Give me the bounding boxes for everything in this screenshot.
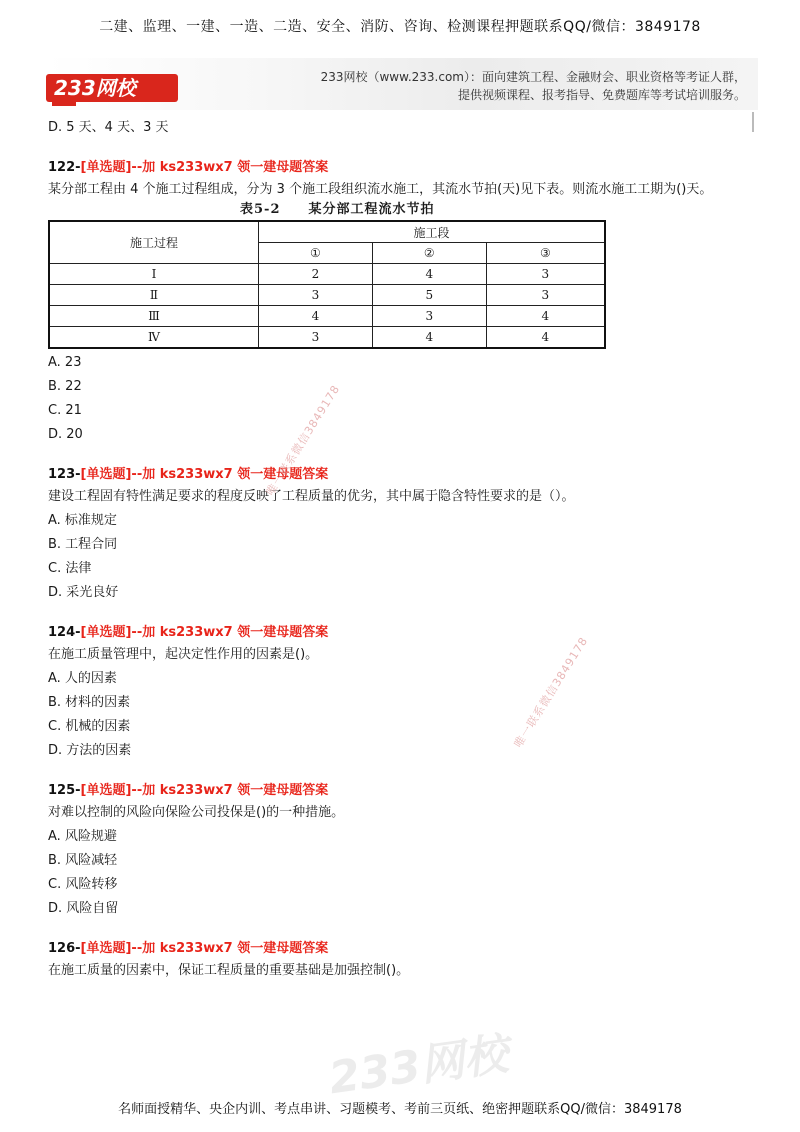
question-stem: 某分部工程由 4 个施工过程组成，分为 3 个施工段组织流水施工，其流水节拍(天)见下表。则流水施工工期为()天。 xyxy=(48,182,713,197)
brand-logo: 233网校 xyxy=(46,74,178,102)
table-row: Ⅲ 4 3 4 xyxy=(49,306,605,327)
option-d: D. 方法的因素 xyxy=(48,743,132,758)
question-stem: 建设工程固有特性满足要求的程度反映了工程质量的优劣，其中属于隐含特性要求的是（）。 xyxy=(48,489,575,504)
question-tag: [单选题]--加 ks233wx7 领一建母题答案 xyxy=(80,941,329,956)
watermark-text: 唯一联系微信3849178 xyxy=(511,634,591,750)
question-122 xyxy=(48,158,760,447)
option-c: C. 机械的因素 xyxy=(48,719,131,734)
option-c: C. 21 xyxy=(48,403,82,418)
question-125 xyxy=(48,781,760,921)
question-list xyxy=(48,116,760,983)
option-b: B. 22 xyxy=(48,379,82,394)
question-tag: [单选题]--加 ks233wx7 领一建母题答案 xyxy=(80,625,329,640)
table-row: Ⅳ 3 4 4 xyxy=(49,327,605,349)
option-c: C. 风险转移 xyxy=(48,877,118,892)
question-stem: 对难以控制的风险向保险公司投保是()的一种措施。 xyxy=(48,805,345,820)
table-segment-1: ① xyxy=(259,243,373,264)
question-title: 124-[单选题]--加 ks233wx7 领一建母题答案 xyxy=(48,625,329,640)
question-title: 126-[单选题]--加 ks233wx7 领一建母题答案 xyxy=(48,941,329,956)
option-d: D. 20 xyxy=(48,427,83,442)
page-header xyxy=(46,58,758,110)
watermark-logo: 233网校 xyxy=(325,1028,512,1105)
question-stem: 在施工质量的因素中，保证工程质量的重要基础是加强控制()。 xyxy=(48,963,410,978)
option-b: B. 工程合同 xyxy=(48,537,118,552)
question-tag: [单选题]--加 ks233wx7 领一建母题答案 xyxy=(80,160,329,175)
question-126 xyxy=(48,939,760,983)
option-b: B. 风险减轻 xyxy=(48,853,118,868)
option-a: A. 标准规定 xyxy=(48,513,117,528)
option-c: C. 法律 xyxy=(48,561,92,576)
question-123 xyxy=(48,465,760,605)
option-a: A. 人的因素 xyxy=(48,671,117,686)
question-tag: [单选题]--加 ks233wx7 领一建母题答案 xyxy=(80,467,329,482)
header-line-1: 233网校（www.233.com）：面向建筑工程、金融财会、职业资格等考证人群， xyxy=(320,70,746,84)
option-b: B. 材料的因素 xyxy=(48,695,131,710)
question-title: 123-[单选题]--加 ks233wx7 领一建母题答案 xyxy=(48,467,329,482)
option-a: A. 23 xyxy=(48,355,82,370)
question-124 xyxy=(48,623,760,763)
table-row: Ⅰ 2 4 3 xyxy=(49,264,605,285)
table-header-segment: 施工段 xyxy=(259,221,606,243)
question-stem: 在施工质量管理中，起决定性作用的因素是()。 xyxy=(48,647,319,662)
table-header-process: 施工过程 xyxy=(49,221,259,264)
table-segment-3: ③ xyxy=(486,243,605,264)
table-row: Ⅱ 3 5 3 xyxy=(49,285,605,306)
option-d: D. 采光良好 xyxy=(48,585,119,600)
page-footer: 名师面授精华、央企内训、考点串讲、习题模考、考前三页纸、绝密押题联系QQ/微信：3849178 xyxy=(118,1102,682,1117)
question-title: 122-[单选题]--加 ks233wx7 领一建母题答案 xyxy=(48,160,329,175)
watermark-text: 唯一联系微信3849178 xyxy=(263,382,343,498)
logo-underline xyxy=(52,102,76,106)
previous-question-option: D. 5 天、4 天、3 天 xyxy=(48,120,169,135)
option-a: A. 风险规避 xyxy=(48,829,117,844)
header-description xyxy=(321,68,746,104)
header-line-2: 提供视频课程、报考指导、免费题库等考试培训服务。 xyxy=(457,88,746,102)
table-segment-2: ② xyxy=(372,243,486,264)
top-banner: 二建、监理、一建、一造、二造、安全、消防、咨询、检测课程押题联系QQ/微信：3849178 xyxy=(99,19,701,35)
flow-rhythm-table xyxy=(48,220,606,349)
question-title: 125-[单选题]--加 ks233wx7 领一建母题答案 xyxy=(48,783,329,798)
option-d: D. 风险自留 xyxy=(48,901,119,916)
question-tag: [单选题]--加 ks233wx7 领一建母题答案 xyxy=(80,783,329,798)
table-caption: 表5-2 某分部工程流水节拍 xyxy=(240,202,435,217)
